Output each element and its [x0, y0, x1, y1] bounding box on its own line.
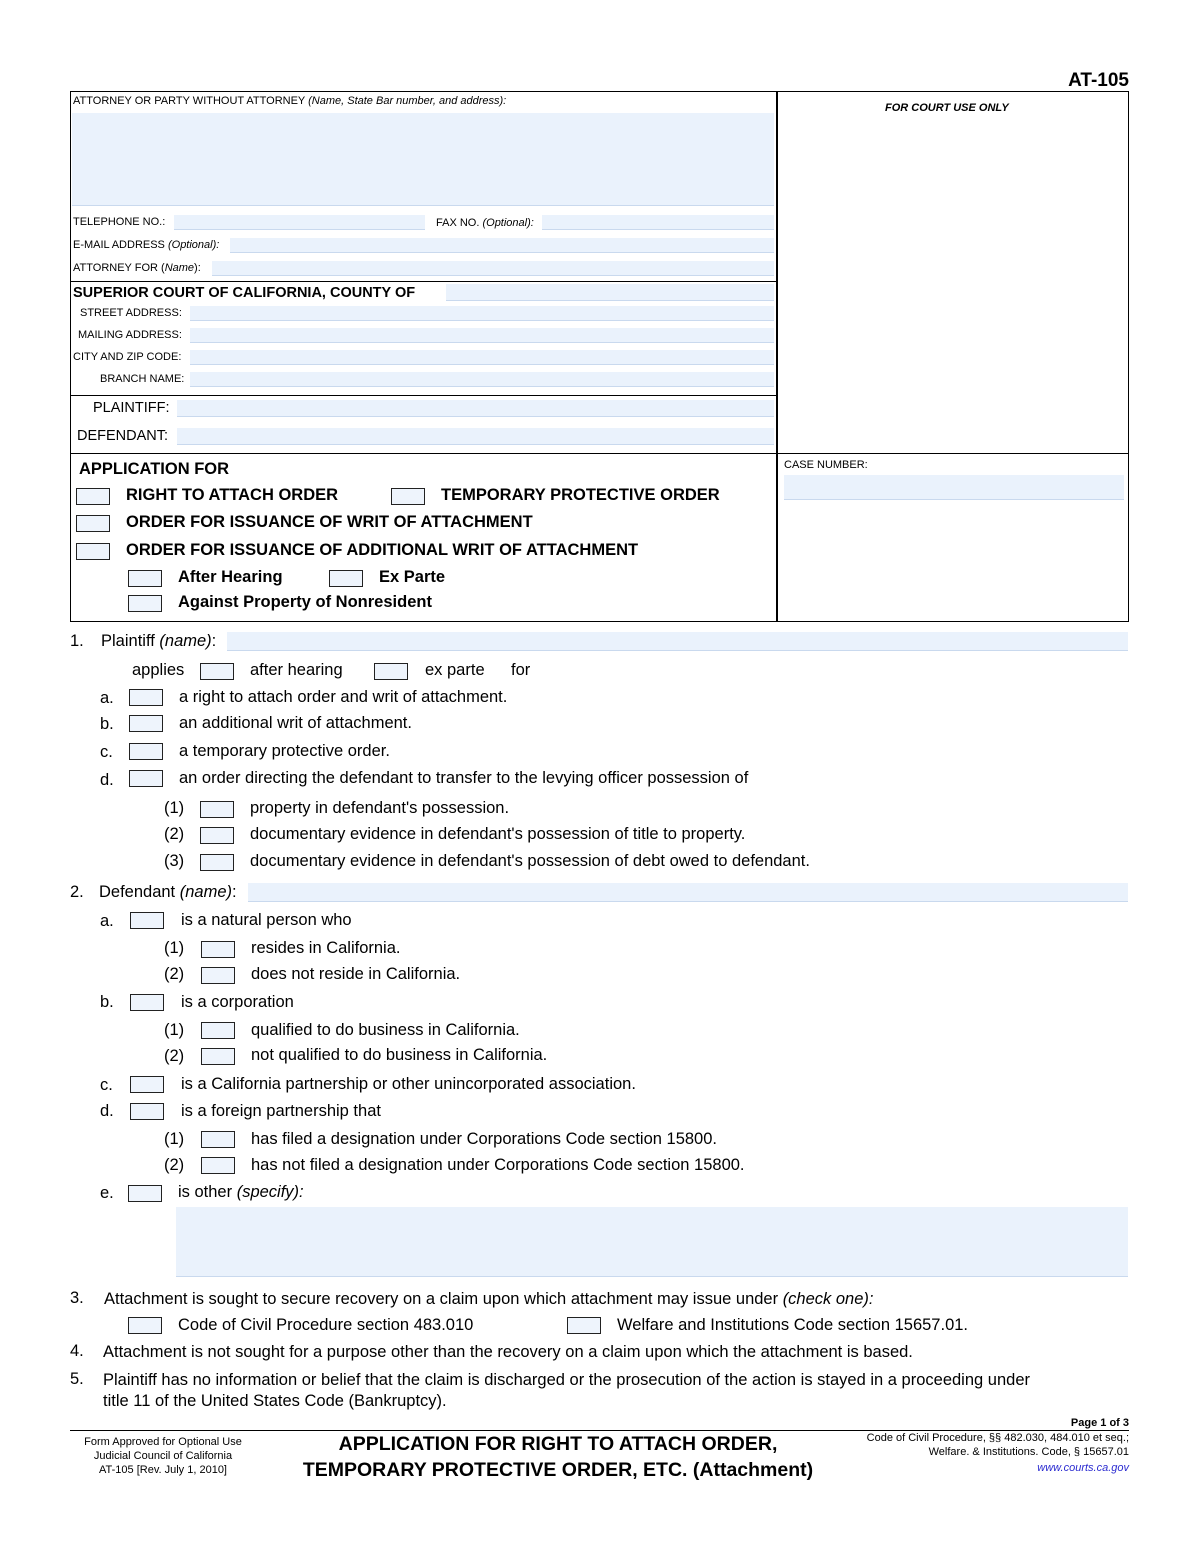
item2a1-text: resides in California.	[251, 939, 401, 957]
item4-number: 4.	[70, 1342, 84, 1360]
item2b1-checkbox[interactable]	[201, 1022, 235, 1039]
item1c-text: a temporary protective order.	[179, 742, 390, 760]
item1a-checkbox[interactable]	[129, 689, 163, 706]
county-input[interactable]	[446, 284, 774, 301]
defendant-input[interactable]	[177, 428, 774, 445]
item2d1-checkbox[interactable]	[201, 1131, 235, 1148]
item1d-checkbox[interactable]	[129, 770, 163, 787]
item2a-checkbox[interactable]	[130, 912, 164, 929]
item5-text-line2: title 11 of the United States Code (Bankruptcy).	[103, 1392, 447, 1410]
item2b1-text: qualified to do business in California.	[251, 1021, 520, 1039]
item5-number: 5.	[70, 1370, 84, 1388]
item1d-text: an order directing the defendant to transfer to the levying officer possession of	[179, 769, 749, 787]
item2c-text: is a California partnership or other unincorporated association.	[181, 1075, 636, 1093]
item2a2-number: (2)	[164, 965, 185, 983]
item1a-letter: a.	[100, 689, 114, 707]
nonresident-checkbox[interactable]	[128, 595, 162, 612]
item1d2-text: documentary evidence in defendant's possession of title to property.	[250, 825, 746, 843]
page-number: Page 1 of 3	[1070, 1417, 1129, 1429]
after-hearing-label: After Hearing	[178, 568, 283, 586]
item2e-text: is other (specify):	[178, 1183, 304, 1201]
defendant-label: DEFENDANT:	[77, 428, 169, 444]
item1b-letter: b.	[100, 715, 114, 733]
item2a2-text: does not reside in California.	[251, 965, 461, 983]
website-link[interactable]: www.courts.ca.gov	[1037, 1462, 1129, 1474]
attorney-address-input[interactable]	[72, 113, 774, 206]
plaintiff-input[interactable]	[177, 400, 774, 417]
court-use-label: FOR COURT USE ONLY	[885, 102, 1009, 114]
item1-ex-parte-checkbox[interactable]	[374, 663, 408, 680]
item2d1-number: (1)	[164, 1130, 185, 1148]
fax-input[interactable]	[542, 215, 774, 230]
item5-text-line1: Plaintiff has no information or belief that the claim is discharged or the prosecution of the action is stayed in a proceeding under	[103, 1371, 1030, 1389]
tpo-checkbox[interactable]	[391, 488, 425, 505]
ex-parte-label: Ex Parte	[379, 568, 446, 586]
item2a-letter: a.	[100, 912, 114, 930]
street-label: STREET ADDRESS:	[80, 307, 182, 319]
item2d2-number: (2)	[164, 1156, 185, 1174]
item1-number: 1.	[70, 632, 84, 650]
item2a1-number: (1)	[164, 939, 185, 957]
item1-after-hearing-checkbox[interactable]	[200, 663, 234, 680]
item3-text: Attachment is sought to secure recovery on a claim upon which attachment may issue under (check one):	[104, 1290, 874, 1308]
ex-parte-checkbox[interactable]	[329, 570, 363, 587]
tpo-label: TEMPORARY PROTECTIVE ORDER	[441, 486, 720, 504]
branch-input[interactable]	[190, 372, 774, 387]
item1d-letter: d.	[100, 771, 114, 789]
telephone-input[interactable]	[174, 215, 425, 230]
item1-ex-parte-label: ex parte	[425, 661, 485, 679]
item2d-letter: d.	[100, 1102, 114, 1120]
fax-label: FAX NO. (Optional):	[436, 217, 534, 229]
item2d-text: is a foreign partnership that	[181, 1102, 381, 1120]
item1c-letter: c.	[100, 743, 113, 761]
item4-text: Attachment is not sought for a purpose other than the recovery on a claim upon which the attachment is based.	[103, 1343, 913, 1361]
item1-label: Plaintiff (name):	[101, 632, 217, 650]
attorney-label: ATTORNEY OR PARTY WITHOUT ATTORNEY (Name, State Bar number, and address):	[73, 95, 507, 107]
item1d1-text: property in defendant's possession.	[250, 799, 510, 817]
attorney-for-label: ATTORNEY FOR (Name):	[73, 262, 201, 274]
item1d2-number: (2)	[164, 825, 185, 843]
item1d2-checkbox[interactable]	[200, 827, 234, 844]
item1d3-checkbox[interactable]	[200, 854, 234, 871]
item2c-letter: c.	[100, 1076, 113, 1094]
email-label: E-MAIL ADDRESS (Optional):	[73, 239, 220, 251]
item3-number: 3.	[70, 1289, 84, 1307]
item1b-text: an additional writ of attachment.	[179, 714, 412, 732]
item2c-checkbox[interactable]	[130, 1076, 164, 1093]
writ-label: ORDER FOR ISSUANCE OF WRIT OF ATTACHMENT	[126, 513, 533, 531]
item1d3-number: (3)	[164, 852, 185, 870]
after-hearing-checkbox[interactable]	[128, 570, 162, 587]
footer-title: APPLICATION FOR RIGHT TO ATTACH ORDER, TEMPORARY PROTECTIVE ORDER, ETC. (Attachment)	[302, 1433, 814, 1481]
ccp-483010-checkbox[interactable]	[128, 1317, 162, 1334]
city-label: CITY AND ZIP CODE:	[73, 351, 182, 363]
applies-label: applies	[132, 661, 185, 679]
court-label: SUPERIOR COURT OF CALIFORNIA, COUNTY OF	[73, 285, 416, 301]
branch-label: BRANCH NAME:	[100, 373, 185, 385]
form-approval: Form Approved for Optional Use Judicial Council of California AT-105 [Rev. July 1, 2010]	[84, 1436, 242, 1476]
right-to-attach-checkbox[interactable]	[76, 488, 110, 505]
mailing-input[interactable]	[190, 328, 774, 343]
item1-for-label: for	[511, 661, 531, 679]
wic-15657-label: Welfare and Institutions Code section 15657.01.	[617, 1316, 969, 1334]
item2d2-text: has not filed a designation under Corporations Code section 15800.	[251, 1156, 745, 1174]
item2a1-checkbox[interactable]	[201, 941, 235, 958]
right-to-attach-label: RIGHT TO ATTACH ORDER	[126, 486, 339, 504]
application-title: APPLICATION FOR	[79, 460, 230, 478]
item2e-letter: e.	[100, 1184, 114, 1202]
plaintiff-label: PLAINTIFF:	[93, 400, 170, 416]
additional-writ-label: ORDER FOR ISSUANCE OF ADDITIONAL WRIT OF ATTACHMENT	[126, 541, 639, 559]
item2b-letter: b.	[100, 993, 114, 1011]
item2a2-checkbox[interactable]	[201, 967, 235, 984]
city-input[interactable]	[190, 350, 774, 365]
item1d3-text: documentary evidence in defendant's possession of debt owed to defendant.	[250, 852, 810, 870]
item2-number: 2.	[70, 883, 84, 901]
item2d2-checkbox[interactable]	[201, 1157, 235, 1174]
item2b2-text: not qualified to do business in California.	[251, 1046, 548, 1064]
item2b1-number: (1)	[164, 1021, 185, 1039]
plaintiff-name-input[interactable]	[227, 632, 1128, 651]
other-specify-input[interactable]	[176, 1207, 1128, 1277]
email-input[interactable]	[230, 238, 774, 253]
case-number-label: CASE NUMBER:	[784, 459, 868, 471]
defendant-name-input[interactable]	[248, 883, 1128, 902]
additional-writ-checkbox[interactable]	[76, 543, 110, 560]
attorney-for-input[interactable]	[212, 261, 774, 276]
item2-label: Defendant (name):	[99, 883, 237, 901]
item1a-text: a right to attach order and writ of attachment.	[179, 688, 508, 706]
street-input[interactable]	[190, 306, 774, 321]
item2e-checkbox[interactable]	[128, 1185, 162, 1202]
mailing-label: MAILING ADDRESS:	[78, 329, 182, 341]
nonresident-label: Against Property of Nonresident	[178, 593, 432, 611]
ccp-483010-label: Code of Civil Procedure section 483.010	[178, 1316, 474, 1334]
item1d1-number: (1)	[164, 799, 185, 817]
item1b-checkbox[interactable]	[129, 715, 163, 732]
item2d1-text: has filed a designation under Corporations Code section 15800.	[251, 1130, 717, 1148]
item2a-text: is a natural person who	[181, 911, 352, 929]
item1c-checkbox[interactable]	[129, 743, 163, 760]
item1-after-hearing-label: after hearing	[250, 661, 343, 679]
form-number: AT-105	[1068, 70, 1129, 91]
wic-15657-checkbox[interactable]	[567, 1317, 601, 1334]
item1d1-checkbox[interactable]	[200, 801, 234, 818]
writ-checkbox[interactable]	[76, 515, 110, 532]
case-number-input[interactable]	[784, 475, 1124, 500]
item2b2-number: (2)	[164, 1047, 185, 1065]
item2b-text: is a corporation	[181, 993, 294, 1011]
item2d-checkbox[interactable]	[130, 1103, 164, 1120]
item2b2-checkbox[interactable]	[201, 1048, 235, 1065]
telephone-label: TELEPHONE NO.:	[73, 216, 166, 228]
item2b-checkbox[interactable]	[130, 994, 164, 1011]
code-citations: Code of Civil Procedure, §§ 482.030, 484.010 et seq.; Welfare. & Institutions. Code, § 15657.01 www.courts.ca.gov	[829, 1431, 1129, 1475]
